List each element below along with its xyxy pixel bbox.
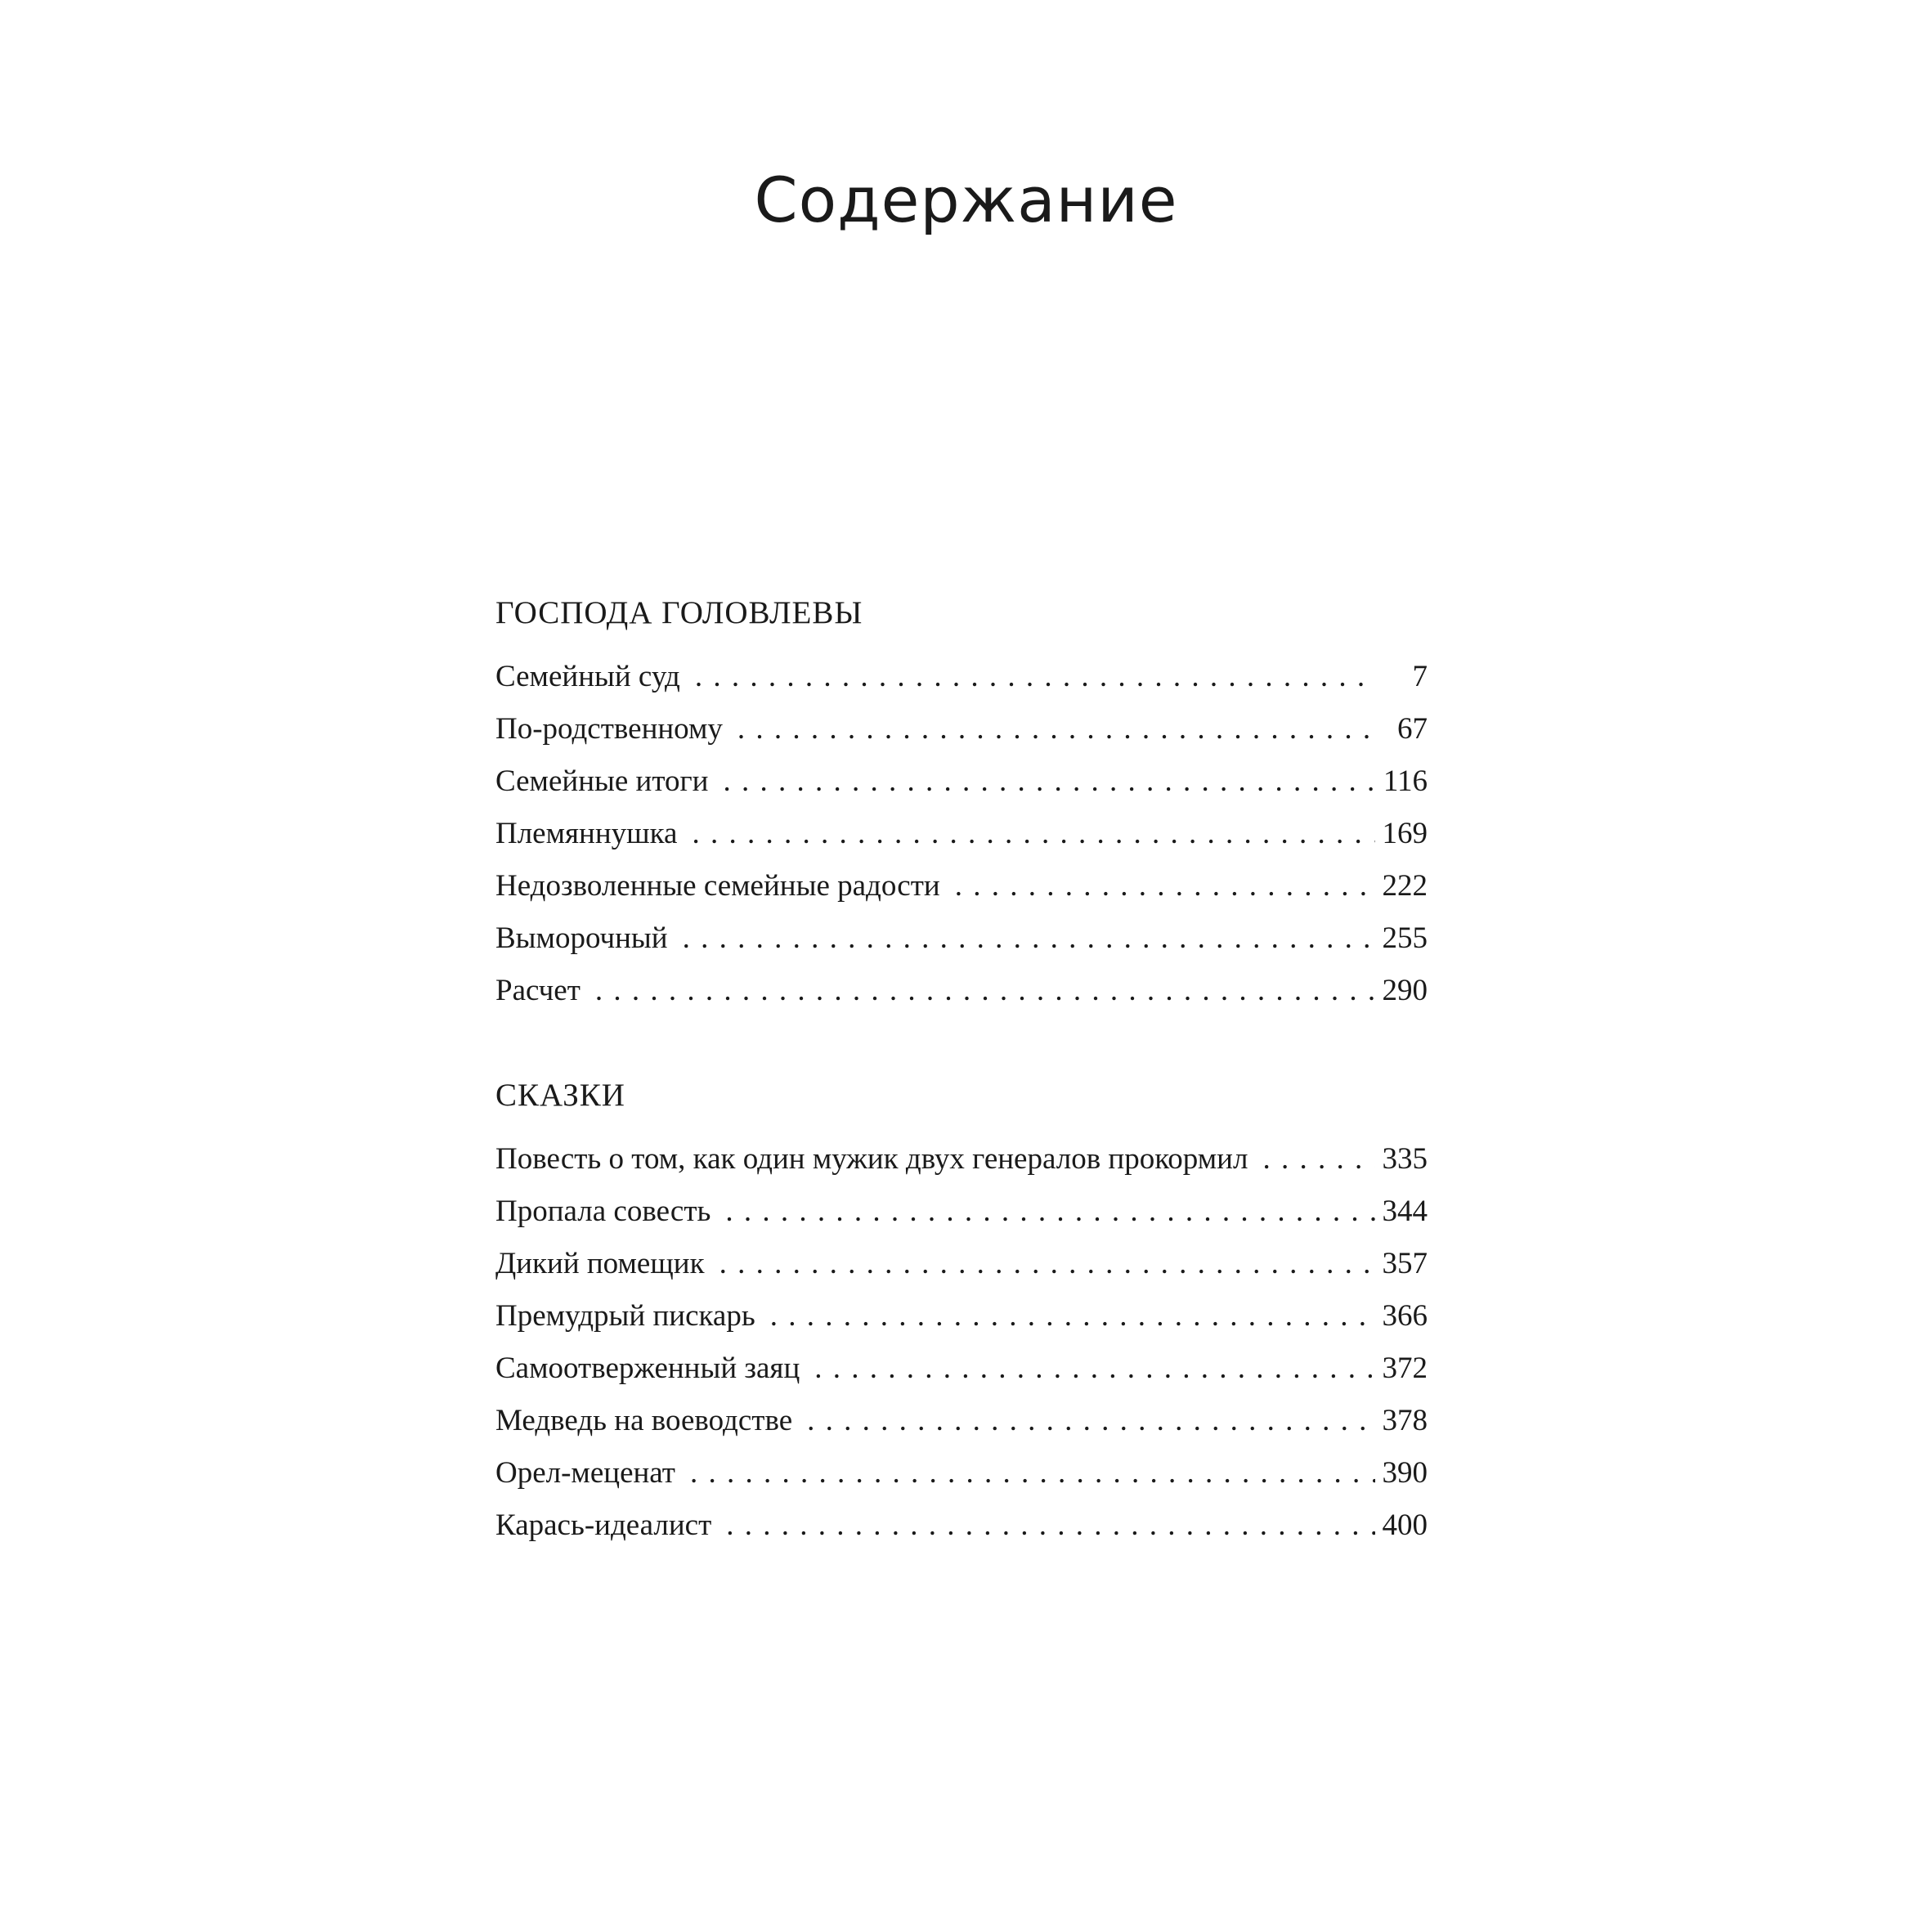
entry-title: Премудрый пискарь — [495, 1299, 755, 1333]
entry-page-number: 366 — [1382, 1299, 1428, 1333]
dot-leader — [723, 755, 1375, 808]
dot-leader — [719, 1238, 1375, 1290]
toc-entry — [495, 1186, 1428, 1238]
dot-leader — [690, 1447, 1375, 1499]
toc-entry — [495, 651, 1428, 703]
section-heading: СКАЗКИ — [495, 1078, 625, 1113]
entry-page-number: 67 — [1397, 712, 1428, 746]
entry-title: Повесть о том, как один мужик двух генералов прокормил — [495, 1142, 1248, 1176]
entry-page-number: 169 — [1382, 817, 1428, 850]
entry-title: Выморочный — [495, 921, 668, 955]
entry-page-number: 390 — [1382, 1456, 1428, 1490]
entry-title: Самоотверженный заяц — [495, 1352, 800, 1385]
dot-leader — [726, 1499, 1375, 1552]
dot-leader — [737, 703, 1375, 755]
entry-page-number: 290 — [1382, 974, 1428, 1007]
entry-page-number: 400 — [1382, 1508, 1428, 1542]
toc-entry — [495, 912, 1428, 965]
toc-entry — [495, 703, 1428, 755]
dot-leader — [595, 965, 1375, 1017]
entry-title: Семейные итоги — [495, 764, 709, 798]
toc-entry — [495, 1290, 1428, 1343]
toc-entry — [495, 1343, 1428, 1395]
toc-entry — [495, 1133, 1428, 1186]
toc-entry — [495, 1447, 1428, 1499]
entry-page-number: 335 — [1382, 1142, 1428, 1176]
entry-title: Семейный суд — [495, 660, 680, 693]
toc-section-gospoda-golovlevy — [495, 587, 1428, 1017]
entry-page-number: 255 — [1382, 921, 1428, 955]
toc-entry — [495, 965, 1428, 1017]
toc-entry — [495, 1499, 1428, 1552]
entry-page-number: 357 — [1382, 1247, 1428, 1280]
toc-entry — [495, 1395, 1428, 1447]
entry-page-number: 378 — [1382, 1404, 1428, 1437]
dot-leader — [1262, 1133, 1375, 1186]
toc-entry — [495, 860, 1428, 912]
section-heading: ГОСПОДА ГОЛОВЛЕВЫ — [495, 595, 863, 630]
entry-title: Расчет — [495, 974, 580, 1007]
entry-title: Пропала совесть — [495, 1195, 711, 1228]
dot-leader — [683, 912, 1375, 965]
entry-title: Орел-меценат — [495, 1456, 675, 1490]
entry-page-number: 344 — [1382, 1195, 1428, 1228]
entry-page-number: 372 — [1382, 1352, 1428, 1385]
toc-entry — [495, 808, 1428, 860]
dot-leader — [807, 1395, 1375, 1447]
entry-title: Карась-идеалист — [495, 1508, 712, 1542]
entry-title: Дикий помещик — [495, 1247, 705, 1280]
page-title: Содержание — [754, 164, 1178, 236]
entry-title: Медведь на воеводстве — [495, 1404, 793, 1437]
entry-title: По-родственному — [495, 712, 723, 746]
dot-leader — [955, 860, 1375, 912]
entry-page-number: 222 — [1382, 869, 1428, 903]
dot-leader — [692, 808, 1375, 860]
entry-title: Недозволенные семейные радости — [495, 869, 940, 903]
entry-page-number: 7 — [1412, 660, 1428, 693]
entry-page-number: 116 — [1383, 764, 1428, 798]
dot-leader — [770, 1290, 1375, 1343]
dot-leader — [814, 1343, 1375, 1395]
dot-leader — [725, 1186, 1375, 1238]
toc-entry — [495, 1238, 1428, 1290]
dot-leader — [695, 651, 1375, 703]
entry-title: Племяннушка — [495, 817, 678, 850]
toc-section-skazki — [495, 1069, 1428, 1552]
toc-entry — [495, 755, 1428, 808]
